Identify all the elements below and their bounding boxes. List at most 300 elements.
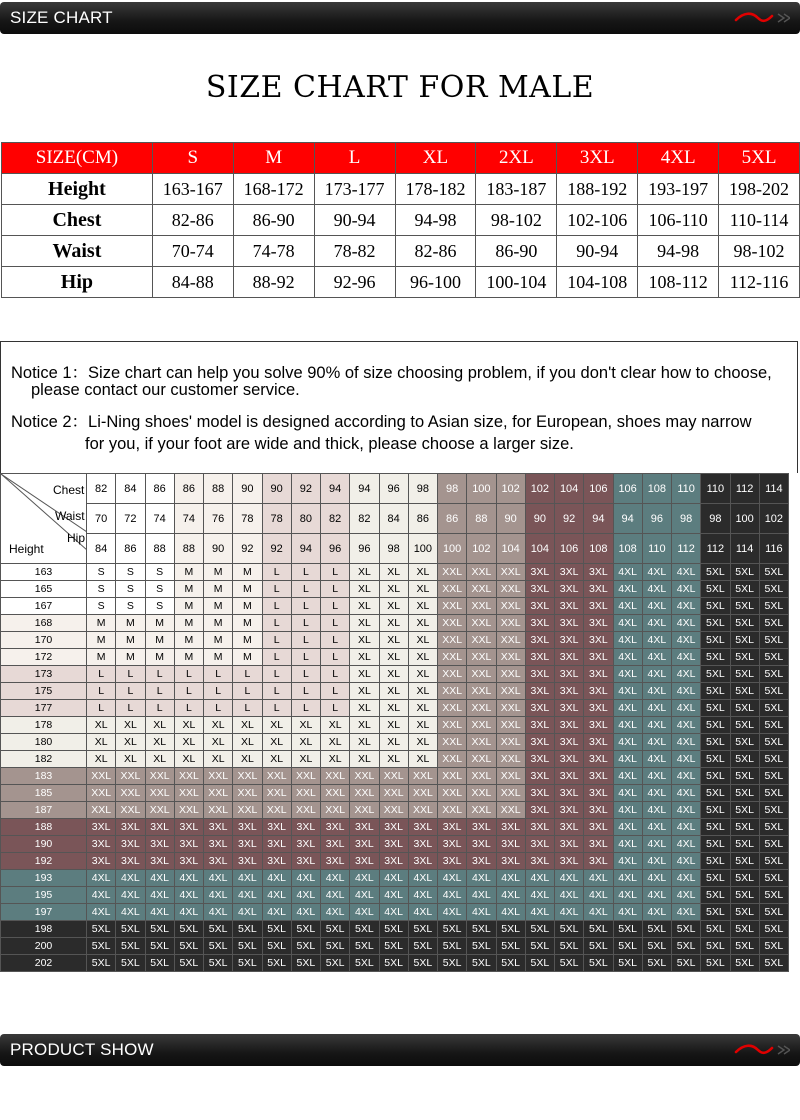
recommended-size-cell: 3XL bbox=[116, 836, 145, 853]
size-chart-header-bar bbox=[0, 2, 800, 34]
size-table-row bbox=[2, 174, 800, 205]
recommended-size-cell: 3XL bbox=[262, 819, 291, 836]
hip-value: 98 bbox=[379, 534, 408, 564]
recommended-size-cell: L bbox=[291, 632, 320, 649]
waist-value: 86 bbox=[438, 504, 467, 534]
recommended-size-cell: 3XL bbox=[174, 819, 203, 836]
recommended-size-cell: 3XL bbox=[262, 836, 291, 853]
height-value: 167 bbox=[1, 598, 87, 615]
recommended-size-cell: S bbox=[87, 564, 116, 581]
recommended-size-cell: L bbox=[145, 700, 174, 717]
recommended-size-cell: M bbox=[174, 615, 203, 632]
recommended-size-cell: M bbox=[233, 598, 262, 615]
measurement-range: 88-92 bbox=[233, 267, 314, 298]
recommended-size-cell: 5XL bbox=[701, 870, 730, 887]
recommended-size-cell: XL bbox=[174, 734, 203, 751]
measurement-range: 92-96 bbox=[314, 267, 395, 298]
recommended-size-cell: 3XL bbox=[584, 768, 613, 785]
measurement-range: 90-94 bbox=[314, 205, 395, 236]
chest-value: 106 bbox=[613, 474, 642, 504]
recommended-size-cell: 3XL bbox=[584, 785, 613, 802]
recommended-size-cell: 4XL bbox=[584, 887, 613, 904]
recommended-size-cell: XXL bbox=[350, 785, 379, 802]
recommended-size-cell: 4XL bbox=[672, 734, 701, 751]
recommended-size-cell: 4XL bbox=[291, 887, 320, 904]
recommended-size-cell: 4XL bbox=[555, 904, 584, 921]
recommended-size-cell: XXL bbox=[408, 768, 437, 785]
recommended-size-cell: 5XL bbox=[87, 921, 116, 938]
chest-value: 92 bbox=[291, 474, 320, 504]
measurement-range: 188-192 bbox=[557, 174, 638, 205]
recommended-size-cell: 5XL bbox=[759, 955, 788, 972]
recommended-size-cell: 5XL bbox=[730, 649, 759, 666]
size-column-header: 4XL bbox=[638, 143, 719, 174]
measurement-label: Hip bbox=[2, 267, 153, 298]
size-column-header: S bbox=[152, 143, 233, 174]
recommended-size-cell: 3XL bbox=[584, 802, 613, 819]
recommended-size-cell: 4XL bbox=[642, 904, 671, 921]
chest-value: 88 bbox=[204, 474, 233, 504]
recommended-size-cell: L bbox=[321, 564, 350, 581]
recommended-size-cell: 4XL bbox=[672, 870, 701, 887]
size-column-header: 5XL bbox=[719, 143, 800, 174]
recommended-size-cell: XXL bbox=[174, 802, 203, 819]
recommended-size-cell: 5XL bbox=[730, 666, 759, 683]
recommended-size-cell: 5XL bbox=[730, 615, 759, 632]
recommended-size-cell: 4XL bbox=[642, 598, 671, 615]
recommended-size-cell: L bbox=[174, 666, 203, 683]
height-value: 180 bbox=[1, 734, 87, 751]
recommended-size-cell: XXL bbox=[204, 785, 233, 802]
hip-value: 114 bbox=[730, 534, 759, 564]
waist-value: 90 bbox=[525, 504, 554, 534]
recommended-size-cell: XXL bbox=[438, 598, 467, 615]
recommended-size-cell: 5XL bbox=[408, 938, 437, 955]
recommended-size-cell: XXL bbox=[467, 581, 496, 598]
recommended-size-cell: 4XL bbox=[642, 734, 671, 751]
recommended-size-cell: 4XL bbox=[350, 887, 379, 904]
measurement-range: 82-86 bbox=[395, 236, 476, 267]
recommended-size-cell: 5XL bbox=[350, 921, 379, 938]
chest-value: 112 bbox=[730, 474, 759, 504]
recommended-size-cell: 3XL bbox=[291, 819, 320, 836]
recommended-size-cell: 5XL bbox=[408, 955, 437, 972]
recommended-size-cell: 5XL bbox=[701, 751, 730, 768]
recommended-size-cell: 5XL bbox=[262, 938, 291, 955]
recommended-size-cell: 3XL bbox=[467, 853, 496, 870]
height-value: 168 bbox=[1, 615, 87, 632]
recommended-size-cell: 5XL bbox=[174, 955, 203, 972]
recommended-size-cell: XL bbox=[291, 734, 320, 751]
hip-value: 116 bbox=[759, 534, 788, 564]
recommended-size-cell: 5XL bbox=[759, 870, 788, 887]
recommended-size-cell: 4XL bbox=[672, 751, 701, 768]
recommended-size-cell: XL bbox=[204, 751, 233, 768]
hip-value: 110 bbox=[642, 534, 671, 564]
recommended-size-cell: 3XL bbox=[145, 853, 174, 870]
recommended-size-cell: 3XL bbox=[555, 751, 584, 768]
recommended-size-cell: L bbox=[321, 683, 350, 700]
recommended-size-cell: 3XL bbox=[584, 615, 613, 632]
recommended-size-cell: 5XL bbox=[701, 717, 730, 734]
recommended-size-cell: 5XL bbox=[701, 598, 730, 615]
recommended-size-cell: 4XL bbox=[379, 904, 408, 921]
recommended-size-cell: 3XL bbox=[291, 836, 320, 853]
hip-axis-label: Hip bbox=[67, 531, 86, 545]
recommended-size-cell: XL bbox=[350, 717, 379, 734]
recommended-size-cell: 5XL bbox=[408, 921, 437, 938]
recommended-size-cell: 5XL bbox=[759, 700, 788, 717]
recommended-size-cell: 3XL bbox=[584, 598, 613, 615]
recommended-size-cell: XXL bbox=[496, 802, 525, 819]
measurement-label: Chest bbox=[2, 205, 153, 236]
height-value: 188 bbox=[1, 819, 87, 836]
recommended-size-cell: XXL bbox=[467, 751, 496, 768]
recommended-size-cell: XXL bbox=[467, 768, 496, 785]
recommended-size-cell: 3XL bbox=[555, 836, 584, 853]
recommended-size-cell: L bbox=[233, 666, 262, 683]
recommended-size-cell: 4XL bbox=[642, 751, 671, 768]
recommended-size-cell: 3XL bbox=[584, 683, 613, 700]
recommended-size-cell: 5XL bbox=[730, 921, 759, 938]
height-row bbox=[1, 870, 789, 887]
waist-value: 70 bbox=[87, 504, 116, 534]
recommended-size-cell: 4XL bbox=[613, 734, 642, 751]
recommended-size-cell: 3XL bbox=[555, 581, 584, 598]
recommended-size-cell: XL bbox=[116, 751, 145, 768]
recommended-size-cell: XL bbox=[408, 700, 437, 717]
height-value: 190 bbox=[1, 836, 87, 853]
recommended-size-cell: 4XL bbox=[262, 870, 291, 887]
recommended-size-cell: XXL bbox=[496, 683, 525, 700]
waist-value: 90 bbox=[496, 504, 525, 534]
recommended-size-cell: 5XL bbox=[730, 700, 759, 717]
recommended-size-cell: 5XL bbox=[701, 802, 730, 819]
recommended-size-cell: 3XL bbox=[321, 853, 350, 870]
recommended-size-cell: 5XL bbox=[379, 955, 408, 972]
recommended-size-cell: 5XL bbox=[233, 955, 262, 972]
recommended-size-cell: 5XL bbox=[116, 938, 145, 955]
measurement-range: 163-167 bbox=[152, 174, 233, 205]
height-value: 185 bbox=[1, 785, 87, 802]
size-table-row bbox=[2, 205, 800, 236]
recommended-size-cell: L bbox=[233, 700, 262, 717]
recommended-size-cell: 5XL bbox=[467, 921, 496, 938]
recommended-size-cell: 5XL bbox=[584, 955, 613, 972]
recommended-size-cell: L bbox=[204, 683, 233, 700]
recommended-size-cell: 4XL bbox=[379, 870, 408, 887]
measurement-range: 102-106 bbox=[557, 205, 638, 236]
hip-value: 96 bbox=[321, 534, 350, 564]
height-row bbox=[1, 819, 789, 836]
recommended-size-cell: 3XL bbox=[438, 853, 467, 870]
recommended-size-cell: 3XL bbox=[555, 649, 584, 666]
recommended-size-cell: 4XL bbox=[672, 564, 701, 581]
waist-value: 74 bbox=[145, 504, 174, 534]
recommended-size-cell: 5XL bbox=[613, 938, 642, 955]
recommended-size-cell: 3XL bbox=[496, 836, 525, 853]
recommended-size-cell: L bbox=[233, 683, 262, 700]
recommended-size-cell: XXL bbox=[145, 802, 174, 819]
recommended-size-cell: 4XL bbox=[642, 785, 671, 802]
recommended-size-cell: 3XL bbox=[525, 734, 554, 751]
measurement-range: 70-74 bbox=[152, 236, 233, 267]
recommended-size-cell: S bbox=[145, 598, 174, 615]
recommended-size-cell: 5XL bbox=[525, 955, 554, 972]
recommended-size-cell: 4XL bbox=[262, 904, 291, 921]
recommended-size-cell: XL bbox=[379, 649, 408, 666]
product-show-header-bar bbox=[0, 1034, 800, 1066]
recommended-size-cell: XXL bbox=[467, 598, 496, 615]
height-row bbox=[1, 785, 789, 802]
recommended-size-cell: 3XL bbox=[525, 768, 554, 785]
grid-corner-cell bbox=[1, 474, 87, 564]
recommended-size-cell: L bbox=[87, 666, 116, 683]
recommended-size-cell: 5XL bbox=[730, 938, 759, 955]
recommended-size-cell: 4XL bbox=[321, 887, 350, 904]
recommended-size-cell: 4XL bbox=[525, 887, 554, 904]
height-value: 172 bbox=[1, 649, 87, 666]
size-column-header: XL bbox=[395, 143, 476, 174]
recommended-size-cell: XL bbox=[321, 751, 350, 768]
recommended-size-cell: 4XL bbox=[291, 904, 320, 921]
recommended-size-cell: XXL bbox=[438, 615, 467, 632]
recommended-size-cell: 3XL bbox=[525, 785, 554, 802]
recommended-size-cell: 5XL bbox=[759, 887, 788, 904]
hip-value: 108 bbox=[584, 534, 613, 564]
recommended-size-cell: 4XL bbox=[613, 887, 642, 904]
measurement-range: 94-98 bbox=[638, 236, 719, 267]
recommended-size-cell: XXL bbox=[467, 717, 496, 734]
recommended-size-cell: 3XL bbox=[555, 598, 584, 615]
recommended-size-cell: M bbox=[174, 649, 203, 666]
recommended-size-cell: 3XL bbox=[496, 819, 525, 836]
hip-value: 92 bbox=[233, 534, 262, 564]
recommended-size-cell: 5XL bbox=[730, 751, 759, 768]
measurement-range: 110-114 bbox=[719, 205, 800, 236]
height-value: 178 bbox=[1, 717, 87, 734]
recommended-size-cell: 3XL bbox=[525, 598, 554, 615]
recommended-size-cell: XXL bbox=[496, 666, 525, 683]
recommended-size-cell: 5XL bbox=[701, 564, 730, 581]
recommended-size-cell: XXL bbox=[145, 785, 174, 802]
recommended-size-cell: 5XL bbox=[730, 717, 759, 734]
chest-value: 106 bbox=[584, 474, 613, 504]
recommended-size-cell: L bbox=[145, 683, 174, 700]
height-row bbox=[1, 853, 789, 870]
recommended-size-cell: 4XL bbox=[613, 785, 642, 802]
recommended-size-cell: M bbox=[174, 632, 203, 649]
recommended-size-cell: XXL bbox=[467, 802, 496, 819]
recommended-size-cell: XXL bbox=[438, 717, 467, 734]
recommended-size-cell: XL bbox=[408, 615, 437, 632]
recommended-size-cell: 3XL bbox=[555, 615, 584, 632]
recommended-size-cell: 5XL bbox=[701, 921, 730, 938]
recommended-size-cell: L bbox=[262, 632, 291, 649]
recommended-size-cell: XXL bbox=[438, 785, 467, 802]
height-row bbox=[1, 700, 789, 717]
height-row bbox=[1, 938, 789, 955]
recommended-size-cell: 4XL bbox=[467, 870, 496, 887]
recommended-size-cell: XL bbox=[350, 666, 379, 683]
recommended-size-cell: 5XL bbox=[174, 921, 203, 938]
recommended-size-cell: 5XL bbox=[555, 938, 584, 955]
height-value: 195 bbox=[1, 887, 87, 904]
recommended-size-cell: XL bbox=[350, 683, 379, 700]
recommended-size-cell: 4XL bbox=[642, 768, 671, 785]
recommended-size-cell: 4XL bbox=[496, 904, 525, 921]
hip-value: 100 bbox=[438, 534, 467, 564]
recommended-size-cell: 5XL bbox=[701, 853, 730, 870]
waist-value: 78 bbox=[233, 504, 262, 534]
height-row bbox=[1, 751, 789, 768]
recommended-size-cell: 4XL bbox=[672, 683, 701, 700]
recommended-size-cell: 5XL bbox=[759, 938, 788, 955]
recommended-size-cell: L bbox=[262, 598, 291, 615]
recommended-size-cell: 4XL bbox=[321, 904, 350, 921]
recommended-size-cell: XL bbox=[87, 751, 116, 768]
recommended-size-cell: 3XL bbox=[584, 632, 613, 649]
recommended-size-cell: L bbox=[87, 683, 116, 700]
recommended-size-cell: 5XL bbox=[350, 955, 379, 972]
waist-value: 74 bbox=[174, 504, 203, 534]
recommended-size-cell: XL bbox=[262, 751, 291, 768]
recommended-size-cell: 4XL bbox=[613, 564, 642, 581]
recommended-size-cell: XXL bbox=[438, 700, 467, 717]
recommended-size-cell: 5XL bbox=[321, 938, 350, 955]
recommended-size-cell: 5XL bbox=[759, 581, 788, 598]
recommended-size-cell: M bbox=[204, 632, 233, 649]
hip-value: 92 bbox=[262, 534, 291, 564]
recommended-size-cell: XXL bbox=[408, 785, 437, 802]
recommended-size-cell: 3XL bbox=[525, 700, 554, 717]
height-value: 197 bbox=[1, 904, 87, 921]
recommended-size-cell: 5XL bbox=[701, 887, 730, 904]
hip-value: 94 bbox=[291, 534, 320, 564]
recommended-size-cell: 5XL bbox=[291, 938, 320, 955]
recommended-size-cell: XL bbox=[379, 632, 408, 649]
recommended-size-cell: M bbox=[204, 598, 233, 615]
recommended-size-cell: 4XL bbox=[204, 870, 233, 887]
recommended-size-cell: L bbox=[116, 666, 145, 683]
recommended-size-cell: 4XL bbox=[642, 666, 671, 683]
recommended-size-cell: M bbox=[204, 581, 233, 598]
height-row bbox=[1, 666, 789, 683]
recommended-size-cell: 5XL bbox=[730, 904, 759, 921]
recommended-size-cell: M bbox=[233, 564, 262, 581]
recommended-size-cell: 3XL bbox=[438, 819, 467, 836]
recommended-size-cell: L bbox=[291, 683, 320, 700]
recommended-size-cell: XL bbox=[233, 734, 262, 751]
recommended-size-cell: 3XL bbox=[379, 853, 408, 870]
measurement-range: 98-102 bbox=[719, 236, 800, 267]
recommended-size-cell: L bbox=[321, 649, 350, 666]
recommended-size-cell: XL bbox=[379, 683, 408, 700]
hip-value: 86 bbox=[116, 534, 145, 564]
recommended-size-cell: XXL bbox=[467, 734, 496, 751]
height-value: 200 bbox=[1, 938, 87, 955]
height-row bbox=[1, 904, 789, 921]
recommended-size-cell: 5XL bbox=[701, 615, 730, 632]
measurement-range: 198-202 bbox=[719, 174, 800, 205]
recommended-size-cell: XXL bbox=[291, 802, 320, 819]
recommended-size-cell: 3XL bbox=[467, 836, 496, 853]
height-row bbox=[1, 615, 789, 632]
recommended-size-cell: L bbox=[291, 564, 320, 581]
recommended-size-cell: L bbox=[321, 581, 350, 598]
recommended-size-cell: 3XL bbox=[233, 853, 262, 870]
recommended-size-cell: 5XL bbox=[262, 955, 291, 972]
waist-value: 100 bbox=[730, 504, 759, 534]
size-column-header: L bbox=[314, 143, 395, 174]
recommended-size-cell: 5XL bbox=[759, 564, 788, 581]
recommended-size-cell: 4XL bbox=[672, 768, 701, 785]
recommended-size-cell: XXL bbox=[438, 581, 467, 598]
height-value: 182 bbox=[1, 751, 87, 768]
recommended-size-cell: 5XL bbox=[613, 921, 642, 938]
recommended-size-cell: 3XL bbox=[584, 819, 613, 836]
recommended-size-cell: M bbox=[87, 615, 116, 632]
waist-value: 98 bbox=[672, 504, 701, 534]
recommended-size-cell: 4XL bbox=[87, 870, 116, 887]
recommended-size-cell: 3XL bbox=[525, 751, 554, 768]
recommended-size-cell: 5XL bbox=[701, 700, 730, 717]
hip-value: 102 bbox=[467, 534, 496, 564]
chest-value: 96 bbox=[379, 474, 408, 504]
recommended-size-cell: 5XL bbox=[730, 734, 759, 751]
recommended-size-cell: 5XL bbox=[672, 955, 701, 972]
measurement-range: 96-100 bbox=[395, 267, 476, 298]
size-column-header: 3XL bbox=[557, 143, 638, 174]
height-value: 202 bbox=[1, 955, 87, 972]
recommended-size-cell: L bbox=[291, 581, 320, 598]
recommended-size-cell: L bbox=[321, 598, 350, 615]
recommended-size-cell: L bbox=[87, 700, 116, 717]
recommended-size-cell: 5XL bbox=[759, 683, 788, 700]
recommended-size-cell: 5XL bbox=[701, 836, 730, 853]
recommended-size-cell: 5XL bbox=[701, 649, 730, 666]
recommended-size-cell: 5XL bbox=[759, 598, 788, 615]
waist-value: 94 bbox=[613, 504, 642, 534]
recommended-size-cell: L bbox=[204, 666, 233, 683]
recommended-size-cell: XL bbox=[174, 717, 203, 734]
recommended-size-cell: 3XL bbox=[584, 751, 613, 768]
recommended-size-cell: 4XL bbox=[672, 632, 701, 649]
recommended-size-cell: 5XL bbox=[701, 785, 730, 802]
recommended-size-cell: 3XL bbox=[555, 632, 584, 649]
recommended-size-cell: M bbox=[174, 581, 203, 598]
recommended-size-cell: 5XL bbox=[759, 666, 788, 683]
recommended-size-cell: 5XL bbox=[672, 938, 701, 955]
recommended-size-cell: 3XL bbox=[233, 819, 262, 836]
recommended-size-cell: 5XL bbox=[730, 836, 759, 853]
recommended-size-cell: XL bbox=[350, 564, 379, 581]
recommended-size-cell: 5XL bbox=[701, 581, 730, 598]
recommended-size-cell: XL bbox=[262, 734, 291, 751]
recommended-size-cell: 4XL bbox=[116, 887, 145, 904]
hip-value: 104 bbox=[496, 534, 525, 564]
notice-2-line-1: Notice 2：Li-Ning shoes' model is designed according to Asian size, for European, shoes may narrow bbox=[11, 413, 752, 431]
size-lookup-grid bbox=[0, 473, 789, 972]
measurement-range: 90-94 bbox=[557, 236, 638, 267]
recommended-size-cell: 3XL bbox=[555, 853, 584, 870]
recommended-size-cell: 4XL bbox=[672, 598, 701, 615]
recommended-size-cell: 3XL bbox=[350, 853, 379, 870]
recommended-size-cell: 5XL bbox=[555, 955, 584, 972]
recommended-size-cell: 5XL bbox=[730, 683, 759, 700]
recommended-size-cell: 3XL bbox=[555, 564, 584, 581]
hip-value: 90 bbox=[204, 534, 233, 564]
